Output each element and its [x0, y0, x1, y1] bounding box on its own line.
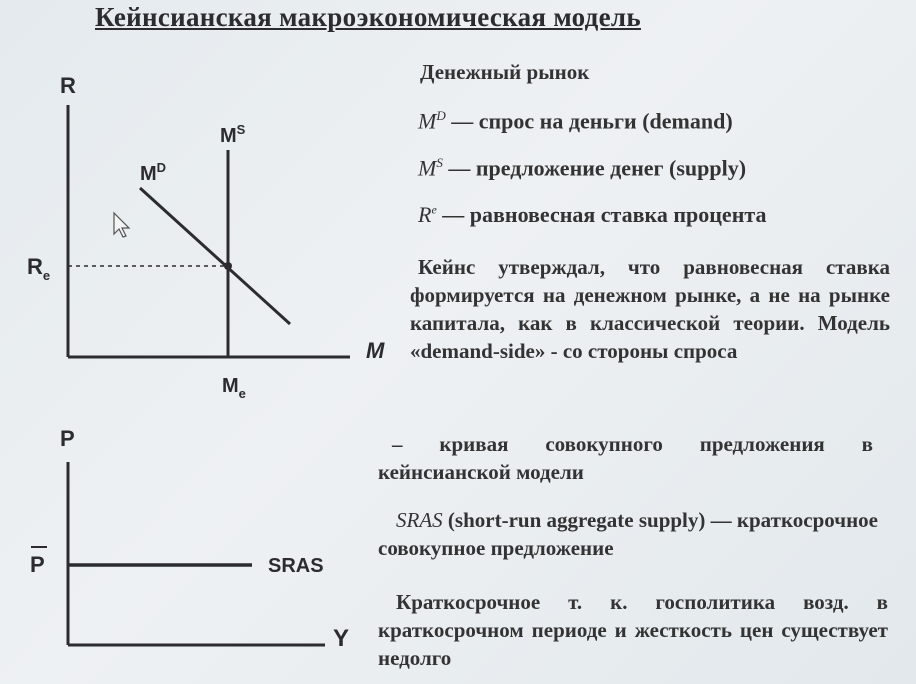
- keynes-paragraph: Кейнс утверждал, что равновесная ставка формируется на денежном рынке, а не на рынке капитала, как в классической теории. Модель «demand-side» - со стороны спроса: [410, 255, 890, 363]
- sras-curve-text: – кривая совокупного предложения в кейнсианской модели: [378, 432, 873, 484]
- ms-definition: $M^S$ — предложение денег (supply): [418, 155, 747, 181]
- me-label: $M_e$: [222, 375, 246, 401]
- ms-label: $M^S$: [220, 122, 246, 147]
- re-label: $R_e$: [27, 254, 51, 283]
- md-definition: $M^D$ — спрос на деньги (demand): [418, 108, 733, 134]
- graph1-x-label: M: [366, 338, 385, 363]
- slide-title: Кейнсианская макроэкономическая модель: [95, 2, 641, 32]
- p-bar-label: P: [30, 552, 45, 577]
- equilibrium-point: [224, 262, 232, 270]
- short-run-note: Краткосрочное т. к. госполитика возд. в краткосрочном периоде и жесткость цен существует недолго: [378, 590, 888, 670]
- re-definition: $R^e$ — равновесная ставка процента: [418, 202, 767, 227]
- md-curve: [140, 188, 290, 324]
- sras-definition: SRAS (short-run aggregate supply) — краткосрочное совокупное предложение: [378, 508, 878, 560]
- sras-label: SRAS: [268, 555, 324, 577]
- money-market-heading: Денежный рынок: [420, 60, 590, 84]
- graph1-y-label: R: [60, 73, 76, 98]
- graph2-x-label: Y: [333, 625, 350, 652]
- mouse-cursor-icon: [114, 213, 129, 237]
- graph2-y-label: P: [60, 426, 75, 451]
- md-label: $M^D$: [140, 160, 167, 185]
